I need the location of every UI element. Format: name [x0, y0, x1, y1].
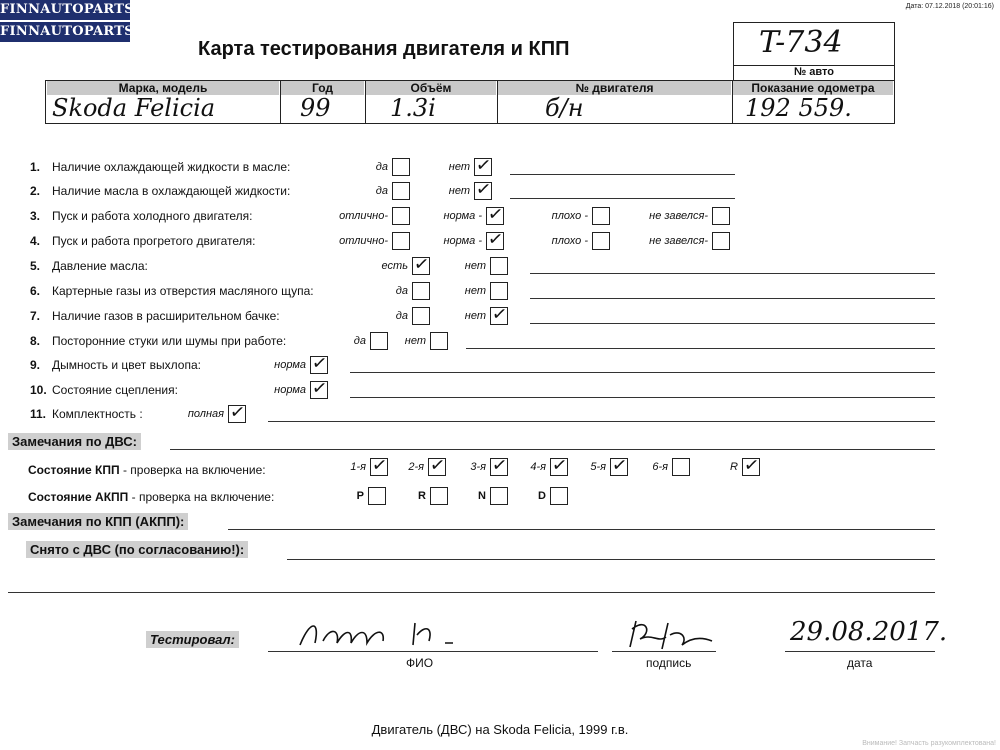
extra-line[interactable]	[8, 592, 935, 593]
value-odometer: 192 559.	[745, 94, 852, 122]
checkbox[interactable]	[310, 381, 328, 399]
item-number: 8.	[30, 334, 41, 348]
option-label: нет	[464, 285, 486, 297]
gear-checkbox[interactable]	[550, 458, 568, 476]
gear-checkbox[interactable]	[428, 458, 446, 476]
item-number: 2.	[30, 184, 41, 198]
auto-gear-checkbox[interactable]	[490, 487, 508, 505]
handwritten-signature	[622, 615, 722, 655]
checkbox[interactable]	[486, 207, 504, 225]
checklist-row	[30, 284, 314, 298]
gear-label: 5-я	[590, 461, 606, 473]
option-label: не завелся-	[649, 235, 708, 247]
remark-line[interactable]	[350, 372, 935, 373]
option-label: да	[395, 285, 408, 297]
checkbox[interactable]	[228, 405, 246, 423]
remark-line[interactable]	[466, 348, 935, 349]
remarks-engine-label: Замечания по ДВС:	[8, 433, 141, 450]
checkbox[interactable]	[430, 332, 448, 350]
gear-label: 1-я	[350, 461, 366, 473]
option-label: не завелся-	[649, 210, 708, 222]
option-label: отлично-	[339, 210, 388, 222]
watermark: Внимание! Запчасть разукомплектована!	[862, 740, 996, 747]
checklist-row	[30, 160, 290, 174]
checkbox[interactable]	[310, 356, 328, 374]
sign-label: подпись	[646, 656, 692, 670]
item-number: 9.	[30, 358, 41, 372]
item-label: Дымность и цвет выхлопа:	[52, 358, 201, 372]
checkbox[interactable]	[474, 182, 492, 200]
item-label: Комплектность :	[52, 407, 143, 421]
item-label: Пуск и работа прогретого двигателя:	[52, 234, 256, 248]
remark-line[interactable]	[530, 273, 935, 274]
item-number: 7.	[30, 309, 41, 323]
header-engine-no: № двигателя	[498, 81, 731, 95]
item-number: 4.	[30, 234, 41, 248]
gear-label: 2-я	[408, 461, 424, 473]
gear-label: 3-я	[470, 461, 486, 473]
auto-gear-checkbox[interactable]	[550, 487, 568, 505]
value-engine-no: б/н	[545, 94, 584, 122]
gearbox-label: Состояние КПП	[28, 463, 120, 477]
option-label: да	[375, 185, 388, 197]
col-divider	[732, 80, 733, 124]
car-number-value: T-734	[759, 25, 843, 60]
col-divider	[497, 80, 498, 124]
remark-line[interactable]	[530, 323, 935, 324]
capture-date: Дата: 07.12.2018 (20:01:16)	[905, 3, 994, 10]
checklist-row	[30, 184, 290, 198]
checkbox[interactable]	[474, 158, 492, 176]
item-label: Посторонние стуки или шумы при работе:	[52, 334, 287, 348]
date-value: 29.08.2017.	[790, 617, 948, 647]
checklist-row	[30, 259, 148, 273]
gear-checkbox[interactable]	[370, 458, 388, 476]
caption: Двигатель (ДВС) на Skoda Felicia, 1999 г.в.	[371, 722, 629, 737]
remark-line[interactable]	[510, 198, 735, 199]
item-label: Наличие масла в охлаждающей жидкости:	[52, 184, 291, 198]
remark-line[interactable]	[510, 174, 735, 175]
brand-logo: FINNAUTOPARTS	[0, 0, 130, 20]
item-label: Наличие охлаждающей жидкости в масле:	[52, 160, 291, 174]
checkbox[interactable]	[392, 207, 410, 225]
option-label: норма	[274, 384, 306, 396]
gear-checkbox[interactable]	[672, 458, 690, 476]
page-title: Карта тестирования двигателя и КПП	[198, 38, 570, 60]
remarks-gearbox-label: Замечания по КПП (АКПП):	[8, 513, 188, 530]
checklist-row	[30, 309, 280, 323]
header-model: Марка, модель	[47, 81, 279, 95]
auto-gear-label: P	[356, 490, 364, 502]
checkbox[interactable]	[412, 282, 430, 300]
auto-gear-label: R	[418, 490, 426, 502]
header-odometer: Показание одометра	[733, 81, 893, 95]
checkbox[interactable]	[592, 207, 610, 225]
checkbox[interactable]	[490, 282, 508, 300]
item-number: 1.	[30, 160, 41, 174]
option-label: нет	[448, 185, 470, 197]
auto-gearbox-row	[28, 490, 274, 504]
item-label: Давление масла:	[52, 259, 148, 273]
header-year: Год	[281, 81, 364, 95]
item-number: 11.	[30, 407, 47, 421]
tested-by-label: Тестировал:	[146, 631, 239, 648]
gear-label: R	[730, 461, 738, 473]
col-divider	[365, 80, 366, 124]
fio-signature	[295, 615, 525, 655]
auto-gear-checkbox[interactable]	[368, 487, 386, 505]
item-number: 6.	[30, 284, 41, 298]
checkbox[interactable]	[490, 257, 508, 275]
option-label: нет	[464, 310, 486, 322]
removed-line[interactable]	[287, 559, 935, 560]
option-label: есть	[381, 260, 408, 272]
checklist-row	[30, 334, 286, 348]
option-label: норма -	[443, 210, 482, 222]
remarks-engine-line[interactable]	[170, 449, 935, 450]
option-label: норма	[274, 359, 306, 371]
gearbox-row	[28, 463, 266, 477]
value-model: Skoda Felicia	[52, 94, 216, 122]
item-number: 5.	[30, 259, 41, 273]
checkbox[interactable]	[392, 232, 410, 250]
remark-line[interactable]	[268, 421, 935, 422]
value-year: 99	[300, 94, 331, 122]
checklist-row	[30, 209, 252, 223]
gear-label: 4-я	[530, 461, 546, 473]
item-number: 10.	[30, 383, 47, 397]
gear-checkbox[interactable]	[742, 458, 760, 476]
fio-label: ФИО	[406, 656, 434, 670]
brand-logo-secondary: FINNAUTOPARTS	[0, 22, 130, 42]
option-label: нет	[464, 260, 486, 272]
option-label: да	[375, 161, 388, 173]
gear-label: 6-я	[652, 461, 668, 473]
col-divider	[280, 80, 281, 124]
option-label: нет	[448, 161, 470, 173]
car-number-box	[733, 22, 895, 66]
item-number: 3.	[30, 209, 41, 223]
option-label: отлично-	[339, 235, 388, 247]
checkbox[interactable]	[486, 232, 504, 250]
remark-line[interactable]	[530, 298, 935, 299]
checkbox[interactable]	[412, 257, 430, 275]
checkbox[interactable]	[412, 307, 430, 325]
gearbox-suffix: - проверка на включение:	[119, 463, 266, 477]
option-label: полная	[187, 408, 224, 420]
option-label: норма -	[443, 235, 482, 247]
checkbox[interactable]	[392, 158, 410, 176]
checkbox[interactable]	[490, 307, 508, 325]
date-label: дата	[847, 656, 873, 670]
option-label: плохо -	[551, 235, 588, 247]
checkbox[interactable]	[712, 207, 730, 225]
checklist-row	[30, 407, 143, 421]
item-label: Наличие газов в расширительном бачке:	[52, 309, 280, 323]
checkbox[interactable]	[592, 232, 610, 250]
checkbox[interactable]	[712, 232, 730, 250]
checklist-row	[30, 358, 201, 372]
remarks-gearbox-line[interactable]	[228, 529, 935, 530]
checkbox[interactable]	[392, 182, 410, 200]
checklist-row	[30, 383, 178, 397]
removed-label: Снято с ДВС (по согласованию!):	[26, 541, 248, 558]
option-label: да	[395, 310, 408, 322]
auto-gearbox-label: Состояние АКПП	[28, 490, 129, 504]
gear-checkbox[interactable]	[610, 458, 628, 476]
gear-checkbox[interactable]	[490, 458, 508, 476]
item-label: Состояние сцепления:	[52, 383, 178, 397]
option-label: нет	[404, 335, 426, 347]
item-label: Пуск и работа холодного двигателя:	[52, 209, 253, 223]
checklist-row	[30, 234, 256, 248]
header-volume: Объём	[366, 81, 496, 95]
item-label: Картерные газы из отверстия масляного щупа:	[52, 284, 314, 298]
option-label: плохо -	[551, 210, 588, 222]
auto-gear-label: N	[478, 490, 486, 502]
date-line[interactable]	[785, 651, 935, 652]
value-volume: 1.3i	[390, 94, 436, 122]
auto-gear-label: D	[538, 490, 546, 502]
car-number-label: № авто	[733, 66, 895, 80]
remark-line[interactable]	[350, 397, 935, 398]
auto-gearbox-suffix: - проверка на включение:	[128, 490, 275, 504]
option-label: да	[353, 335, 366, 347]
auto-gear-checkbox[interactable]	[430, 487, 448, 505]
